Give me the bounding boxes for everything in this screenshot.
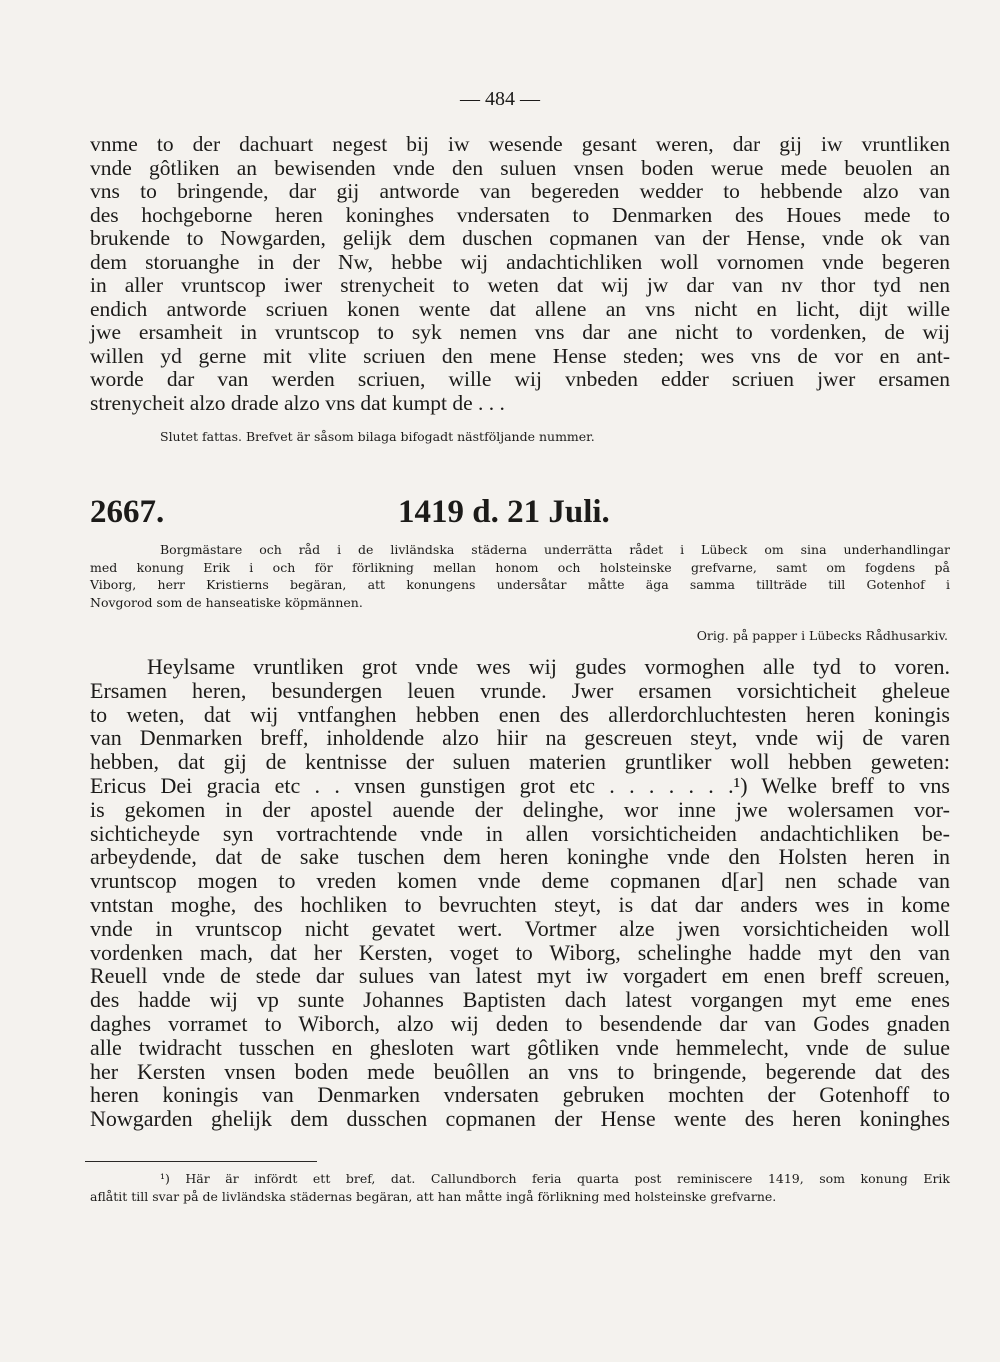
text-line: hebben, dat gij de kentnisse der suluen materien gruntliker woll hebben geweten: (90, 749, 950, 775)
entry-number: 2667. (90, 494, 165, 530)
text-line: heren koningis van Denmarken vndersaten gebruken mochten der Gotenhoff to (90, 1082, 950, 1108)
text-line: des hadde wij vp sunte Johannes Baptisten dach latest vorgangen myt eme enes (90, 987, 950, 1013)
text-line: med konung Erik i och för förlikning mellan honom och holsteinske grefvarne, samt om fogdens på (90, 559, 950, 575)
text-line: strenycheit alzo drade alzo vns dat kumpt de . . . (90, 390, 505, 415)
text-line: her Kersten vnsen boden mede beuôllen an vns to bringende, begerende dat des (90, 1058, 950, 1084)
text-line: Ersamen heren, besundergen leuen vrunde. Jwer ersamen vorsichticheit gheleue (90, 677, 950, 703)
text-line: brukende to Nowgarden, gelijk dem duschen copmanen van der Hense, vnde ok van (90, 226, 950, 250)
text-line: ¹) Här är infördt ett bref, dat. Callundborch feria quarta post reminiscere 1419, som konung Erik (160, 1171, 950, 1186)
text-line: Ericus Dei gracia etc . . vnsen gunstigen grot etc . . . . . . .¹) Welke breff to vns (90, 772, 950, 798)
text-line: vntstan moghe, des hochliken to bevruchten steyt, is dat dar anders wes in kome (90, 891, 950, 917)
text-line: daghes vorramet to Wiborch, alzo wij deden to besendende dar van Godes gnaden (90, 1010, 950, 1036)
text-line: arbeydende, dat de sake tuschen dem heren koninghe vnde den Holsten heren in (90, 844, 950, 870)
text-line: des hochgeborne heren koninghes vndersaten to Denmarken des Houes mede to (90, 202, 950, 227)
text-line: dem storuanghe in der Nw, hebbe wij andachtichliken woll vornomen vnde begeren (90, 249, 950, 274)
text-line: Novgorod som de hanseatiske köpmännen. (90, 594, 363, 610)
text-line: alle twidracht tusschen en ghesloten wart gôtliken vnde hemmelecht, vnde de sulue (90, 1034, 950, 1060)
entry-date: 1419 d. 21 Juli. (398, 494, 610, 530)
text-line: Heylsame vruntliken grot vnde wes wij gudes vormoghen alle tyd to voren. (147, 654, 950, 679)
text-line: vnde gôtliken an bewisenden vnde den suluen vnsen boden werue mede beuolen an (90, 155, 950, 180)
text-line: Viborg, herr Kristierns begäran, att konungens undersåtar måtte äga samma tillträde till Gotenhof i (90, 577, 950, 592)
page-number: — 484 — (460, 88, 540, 110)
text-line: willen yd gerne mit vlite scriuen den mene Hense steden; wes vns de vor en ant- (90, 343, 950, 368)
letter-continuation-paragraph (90, 133, 950, 415)
text-line: sichticheyde syn vortrachtende vnde in allen vorsichticheiden andachtichliken be- (90, 820, 950, 846)
footnote-rule (85, 1161, 317, 1162)
letter-body-paragraph (90, 655, 950, 1131)
text-line: to weten, dat wij vntfanghen hebben enen des allerdorchluchtesten heren koningis (90, 701, 950, 727)
regest-summary (90, 541, 950, 611)
text-line: vns to bringende, dar gij antworde van begereden wedder to hebbende alzo van (90, 179, 950, 203)
text-line: aflåtit till svar på de livländska städernas begäran, att han måtte ingå förlikning med holsteinske grefvarne. (90, 1188, 777, 1204)
editorial-note: Slutet fattas. Brefvet är såsom bilaga bifogadt nästföljande nummer. (160, 429, 595, 444)
text-line: vnde in vruntscop nicht gevatet wert. Vortmer alze jwen vorsichticheiden woll (90, 915, 950, 941)
text-line: vruntscop mogen to vreden komen vnde deme copmanen d[ar] nen schade van (90, 868, 950, 894)
text-line: van Denmarken breff, inholdende alzo hiir na gescreuen steyt, vnde wij de varen (90, 725, 950, 751)
text-line: vordenken mach, dat her Kersten, voget to Wiborg, schelinghe hadde myt den van (90, 939, 950, 965)
text-line: Nowgarden ghelijk dem dusschen copmanen der Hense wente des heren koninghes (90, 1106, 950, 1132)
text-line: in aller vruntscop iwer strenycheit to weten dat wij jw dar van nv thor tyd nen (90, 273, 950, 297)
text-line: Reuell vnde de stede dar sulues van latest myt iw vorgadert em enen breff screuen, (90, 963, 950, 989)
text-line: worde dar van werden scriuen, wille wij vnbeden edder scriuen jwer ersamen (90, 367, 950, 391)
source-reference: Orig. på papper i Lübecks Rådhusarkiv. (696, 628, 948, 643)
text-line: is gekomen in der apostel auende der delinghe, wor inne jwe wolersamen vor- (90, 796, 950, 822)
text-line: jwe ersamheit in vruntscop to syk nemen vns dar ane nicht to vordenken, de wij (90, 320, 950, 344)
text-line: vnme to der dachuart negest bij iw wesende gesant weren, dar gij iw vruntliken (90, 132, 950, 156)
text-line: Borgmästare och råd i de livländska städerna underrätta rådet i Lübeck om sina underhandlingar (160, 542, 950, 557)
footnote (90, 1170, 950, 1205)
text-line: endich antworde scriuen konen wente dat allene an vns nicht en licht, dijt wille (90, 296, 950, 321)
